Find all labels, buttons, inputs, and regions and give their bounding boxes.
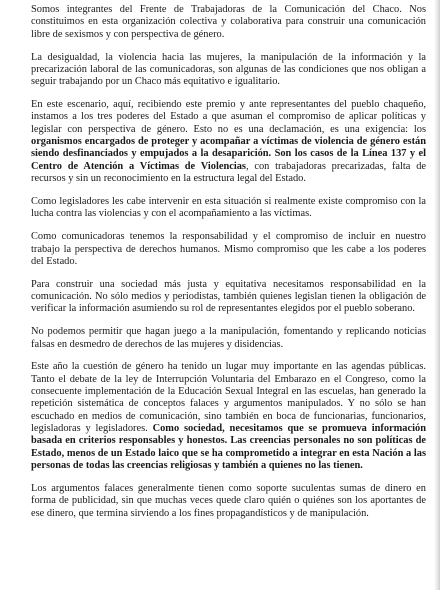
page-edge-shadow	[434, 0, 440, 590]
text-run: En este escenario, aquí, recibiendo este premio y ante representantes del pueblo chaqueño, instamos a los tres poderes del Estado a que asuman el compromiso de aplicar políticas y legislar con perspectiva de género. Esto no es una declamación, es una exigencia: los	[31, 99, 426, 135]
bold-text-run: organismos encargados de proteger y acompañar a víctimas de violencia de género están siendo desfinanciados y empujados a la desaparición. Son los casos de la Línea 137 y el Centro de Atención a Víctimas de Violencias	[31, 136, 426, 172]
text-run: No podemos permitir que hagan juego a la manipulación, fomentando y replicando noticias falsas en desmedro de derechos de las mujeres y disidencias.	[31, 326, 426, 350]
text-run: Para construir una sociedad más justa y equitativa necesitamos responsabilidad en la comunicación. No sólo medios y periodistas, también quienes legislan tienen la obligación de verificar la información asumiendo su rol de representantes elegidos por el pueblo soberano.	[31, 278, 426, 315]
paragraph-7	[31, 326, 426, 351]
paragraph-5	[31, 231, 426, 268]
paragraph-1	[31, 4, 426, 41]
paragraph-4	[31, 196, 426, 221]
text-run: Somos integrantes del Frente de Trabajadoras de la Comunicación del Chaco. Nos constituimos en esta organización colectiva y colaborativa para construir una comunicación libre de sexismos y con perspectiva de género.	[31, 4, 426, 40]
bold-text-run: Como sociedad, necesitamos que se promueva información basada en criterios responsables y honestos. Las creencias personales no son políticas de Estado, menos de un Estado laico que se ha comprometido a integrar en esta Nación a las personas de todas las creencias religiosas y también a quienes no las tienen.	[31, 423, 426, 472]
text-run: Este año la cuestión de género ha tenido un lugar muy importante en las agendas públicas. Tanto el debate de la ley de Interrupción Voluntaria del Embarazo en el Congreso, como la consecuente implementación de la Educación Sexual Integral en las escuelas, han generado la repetición sistemática de conceptos falaces y argumentos manipulados. Y no sólo se han escuchado en medios de comunicación, sino también en boca de funcionarias, funcionarios, legisladoras y legisladores.	[31, 361, 426, 435]
paragraph-9	[31, 483, 426, 520]
text-run: La desigualdad, la violencia hacia las mujeres, la manipulación de la información y la precarización laboral de las comunicadoras, son algunas de las condiciones que nos obligan a seguir trabajando por un Chaco más equitativo e igualitario.	[31, 51, 426, 88]
text-run: Los argumentos falaces generalmente tienen como soporte suculentas sumas de dinero en forma de publicidad, sin que muchas veces quede claro quién o quiénes son los aportantes de ese dinero, que termina sirviendo a los fines propagandísticos y de manipulación.	[31, 483, 426, 519]
text-run: Como legisladores les cabe intervenir en esta situación si realmente existe compromiso con la lucha contra las violencias y con el acompañamiento a las víctimas.	[31, 195, 426, 220]
paragraph-8	[31, 361, 426, 472]
text-run: Como comunicadoras tenemos la responsabilidad y el compromiso de incluir en nuestro trabajo la perspectiva de derechos humanos. Mismo compromiso que les cabe a los poderes del Estado.	[31, 231, 426, 267]
paragraph-2	[31, 52, 426, 89]
text-run: , con trabajadoras precarizadas, falta de recursos y sin un reconocimiento en la estructura legal del Estado.	[31, 160, 427, 185]
paragraph-6	[31, 279, 426, 316]
paragraph-3	[31, 99, 426, 185]
document-body	[31, 4, 426, 520]
